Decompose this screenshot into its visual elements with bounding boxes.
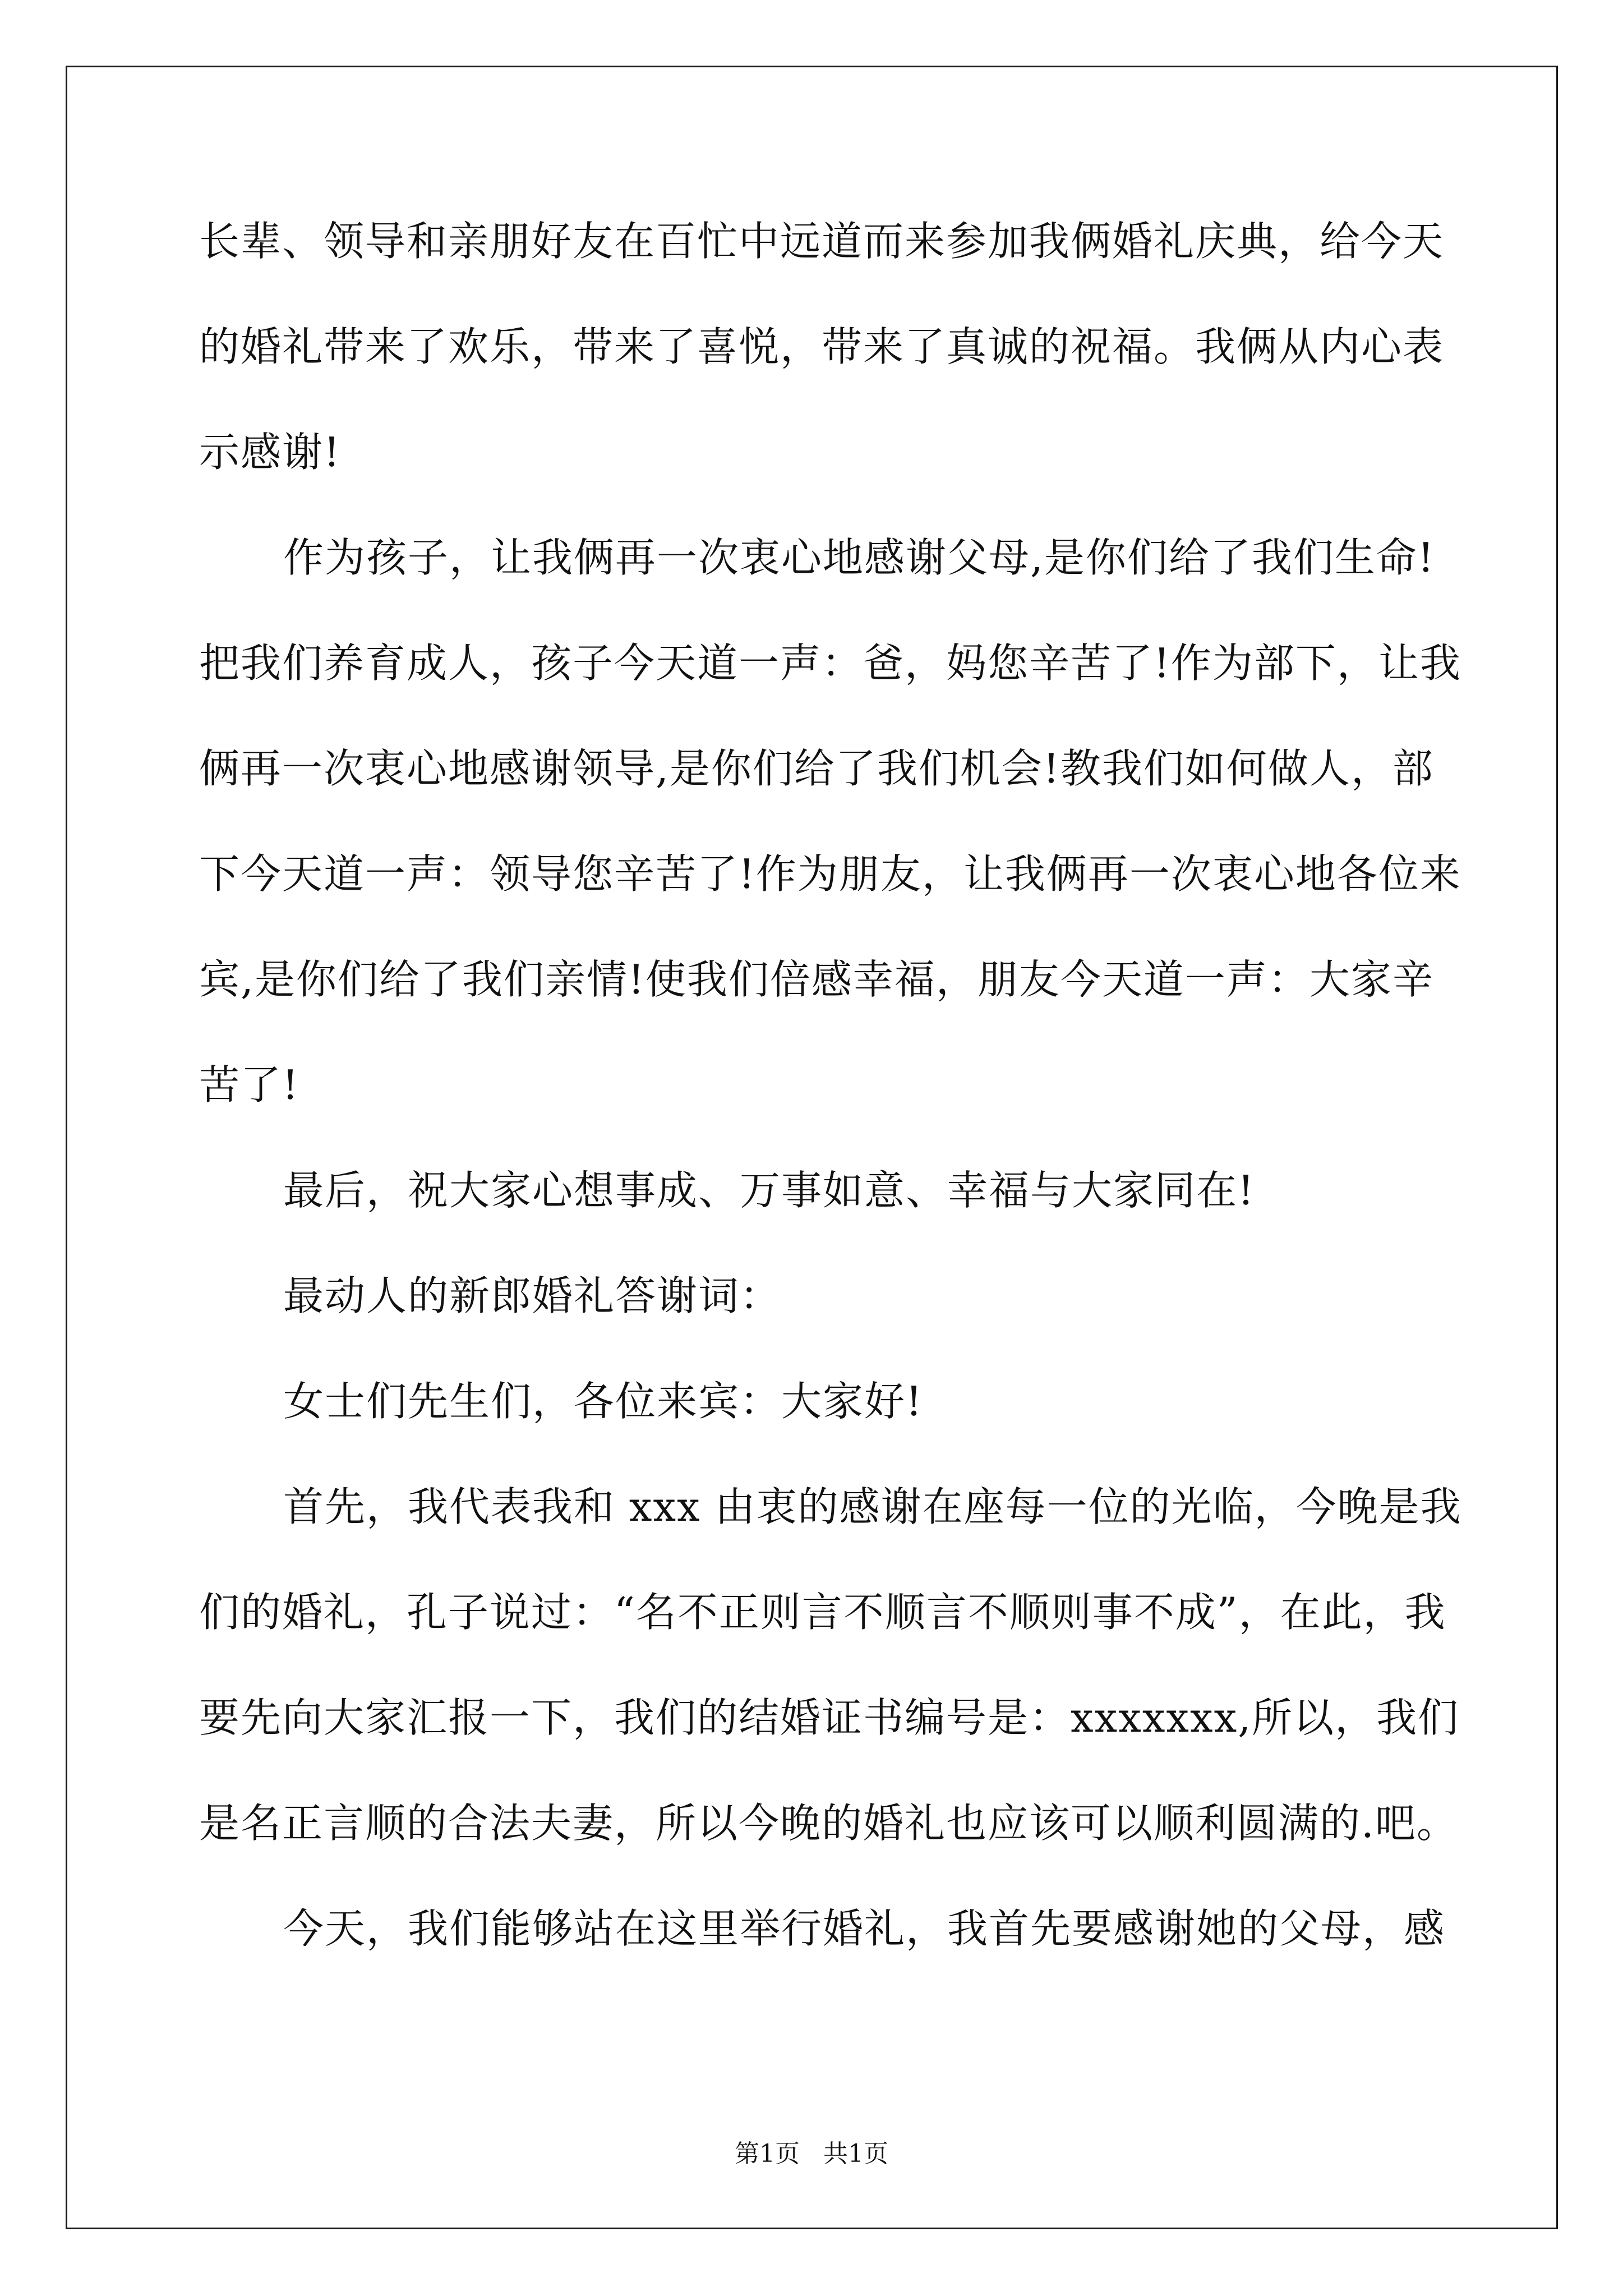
paragraph-start-line: 今天，我们能够站在这里举行婚礼，我首先要感谢她的父母，感 <box>283 1905 1446 1952</box>
text-line: 是名正言顺的合法夫妻，所以今晚的婚礼也应该可以顺利圆满的.吧。 <box>199 1800 1458 1847</box>
paragraph-start-line: 首先，我代表我和 xxx 由衷的感谢在座每一位的光临，今晚是我 <box>283 1483 1462 1530</box>
greeting-line: 女士们先生们，各位来宾：大家好! <box>283 1378 923 1425</box>
text-line: 苦了! <box>199 1061 299 1108</box>
text-line: 宾,是你们给了我们亲情!使我们倍感幸福，朋友今天道一声：大家辛 <box>199 956 1434 1003</box>
text-line: 的婚礼带来了欢乐，带来了喜悦，带来了真诚的祝福。我俩从内心表 <box>199 323 1445 370</box>
text-line: 要先向大家汇报一下，我们的结婚证书编号是：xxxxxxx,所以，我们 <box>199 1694 1460 1741</box>
text-line: 下今天道一声：领导您辛苦了!作为朋友，让我俩再一次衷心地各位来 <box>199 850 1461 898</box>
section-heading: 最动人的新郎婚礼答谢词： <box>283 1272 782 1319</box>
text-line: 示感谢! <box>199 429 341 476</box>
paragraph-start-line: 最后，祝大家心想事成、万事如意、幸福与大家同在! <box>283 1167 1255 1214</box>
text-line: 长辈、领导和亲朋好友在百忙中远道而来参加我俩婚礼庆典，给今天 <box>199 218 1445 265</box>
text-line: 们的婚礼，孔子说过：“名不正则言不顺言不顺则事不成”，在此，我 <box>199 1589 1446 1636</box>
text-line: 把我们养育成人，孩子今天道一声：爸，妈您辛苦了!作为部下，让我 <box>199 639 1461 687</box>
paragraph-start-line: 作为孩子，让我俩再一次衷心地感谢父母,是你们给了我们生命! <box>283 534 1435 581</box>
text-line: 俩再一次衷心地感谢领导,是你们给了我们机会!教我们如何做人，部 <box>199 745 1434 792</box>
page-number-footer: 第1页 共1页 <box>735 2139 888 2168</box>
